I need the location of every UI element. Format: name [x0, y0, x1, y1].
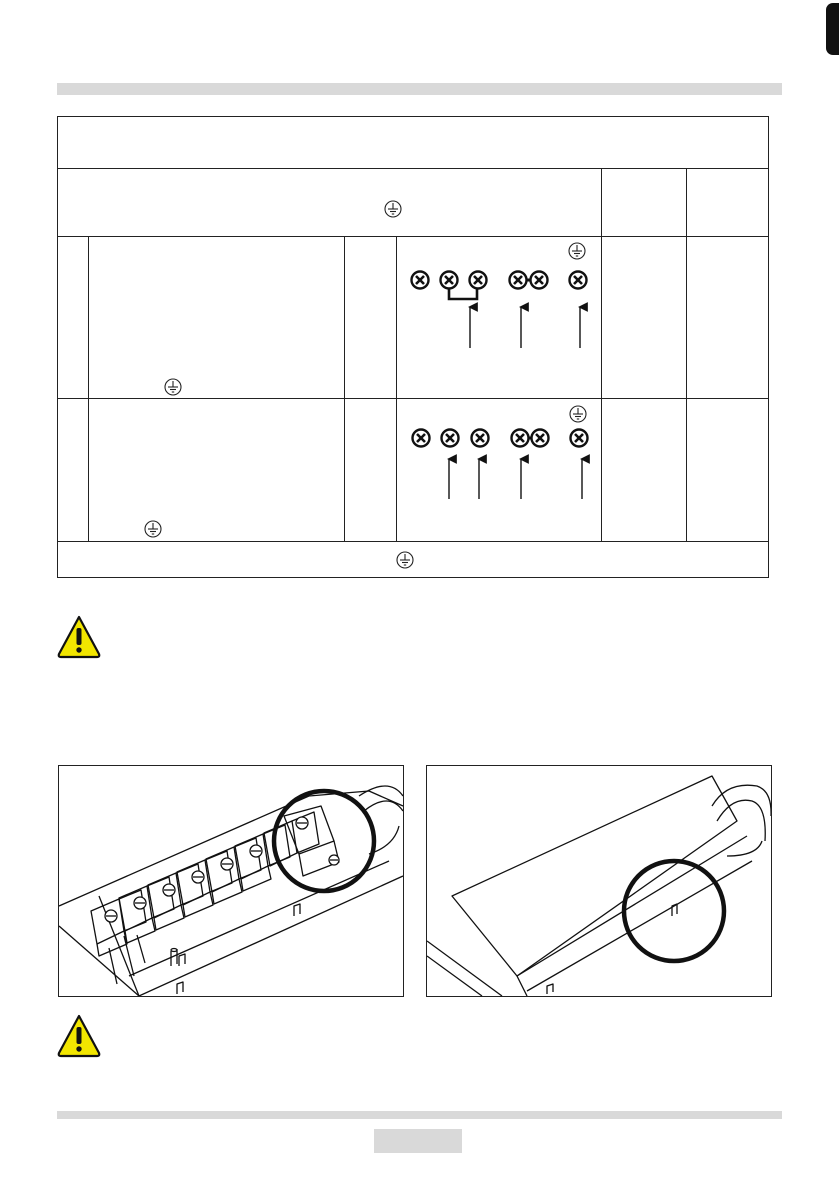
row-spacer-cell: [345, 399, 397, 542]
wiring-diagram-single-phase: [397, 237, 602, 399]
row-fuse-cell: [602, 399, 687, 542]
row-cable-cell: [687, 399, 769, 542]
row-label-cell: [58, 237, 89, 399]
earth-symbol-icon: [164, 378, 182, 396]
table-row: [58, 237, 769, 399]
earth-symbol-icon: [569, 243, 585, 259]
table-title-cell: [58, 117, 769, 169]
cable-column-header: [687, 169, 769, 237]
terminal-block-open-figure: [58, 765, 404, 997]
warning-triangle-icon: [56, 614, 102, 660]
footer-rule: [57, 1111, 782, 1119]
page-edge-tab: [826, 3, 839, 55]
earth-symbol-icon: [396, 551, 414, 569]
row-spacer-cell: [345, 237, 397, 399]
fuse-column-header: [602, 169, 687, 237]
connection-table: [57, 116, 769, 578]
warning-triangle-icon: [56, 1013, 102, 1059]
row-description-cell: [89, 237, 345, 399]
wiring-diagram-three-phase: [397, 399, 602, 542]
terminal-block-illustration: [59, 766, 403, 996]
row-label-cell: [58, 399, 89, 542]
earth-symbol-icon: [384, 200, 402, 218]
row-description-cell: [89, 399, 345, 542]
row-fuse-cell: [602, 237, 687, 399]
terminal-block-closed-figure: [426, 765, 772, 997]
earth-symbol-icon: [144, 520, 162, 538]
earth-symbol-icon: [570, 406, 586, 422]
table-footer-cell: [58, 542, 769, 578]
row-cable-cell: [687, 237, 769, 399]
wiring-diagram-cell: [397, 237, 602, 399]
header-rule: [57, 83, 782, 95]
terminal-cover-illustration: [427, 766, 771, 996]
table-column-header: [58, 169, 602, 237]
table-row: [58, 399, 769, 542]
wiring-diagram-cell: [397, 399, 602, 542]
page-number-box: [374, 1129, 462, 1153]
